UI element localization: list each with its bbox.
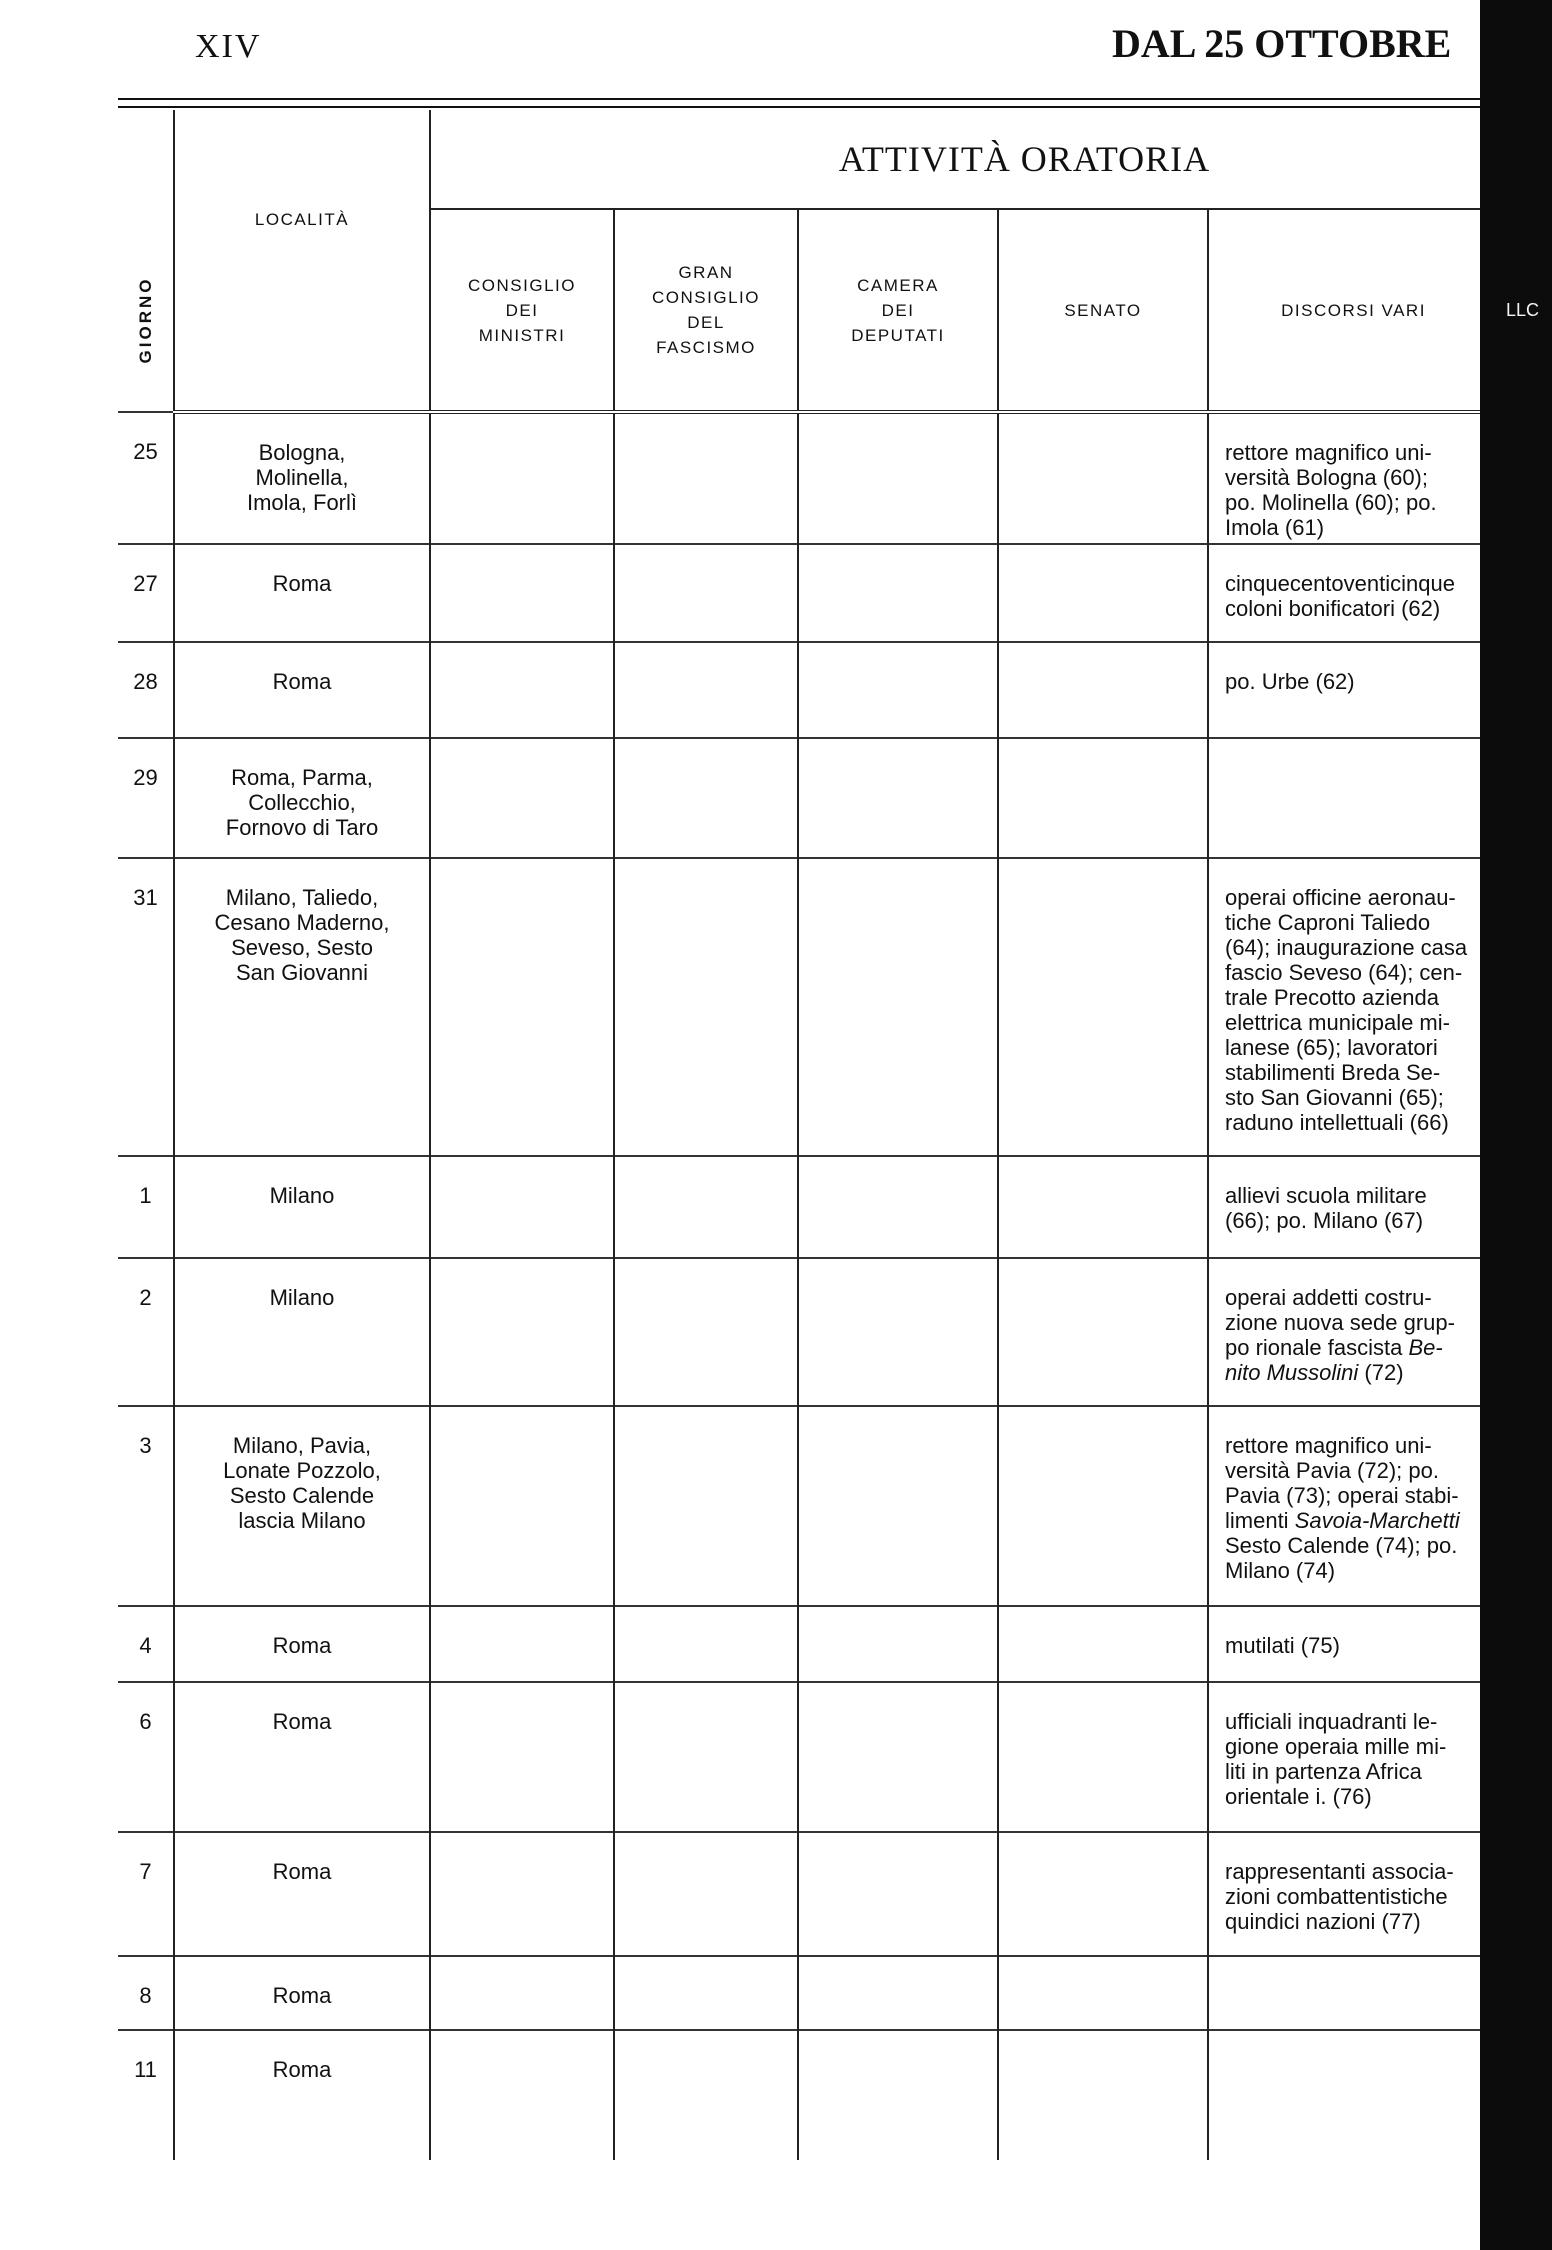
table-row (118, 1156, 1498, 1258)
places-cell: Milano (174, 1156, 430, 1258)
places-cell: Roma (174, 1956, 430, 2030)
table-row (118, 1258, 1498, 1406)
discorsi-cell: po. Urbe (62) (1208, 642, 1498, 738)
day-cell: 4 (118, 1606, 174, 1682)
top-rule (118, 98, 1498, 100)
italic-name: Savoia-Marchetti (1294, 1508, 1460, 1533)
column-header-gran-consiglio: GRAN CONSIGLIO DEL FASCISMO (614, 209, 798, 412)
italic-name: Be- nito Mussolini (1225, 1335, 1443, 1385)
discorsi-cell (1208, 1956, 1498, 2030)
top-rule-inner (118, 106, 1498, 108)
places-cell: Roma (174, 1832, 430, 1956)
table-row (118, 544, 1498, 642)
scan-edge-shadow (1480, 0, 1552, 2250)
places-cell: Roma (174, 1606, 430, 1682)
discorsi-cell: cinquecentoventicinque coloni bonificatori (62) (1208, 544, 1498, 642)
places-cell: Roma (174, 2030, 430, 2160)
table-row (118, 738, 1498, 858)
table-row (118, 642, 1498, 738)
day-cell: 25 (118, 412, 174, 544)
day-cell: 8 (118, 1956, 174, 2030)
day-cell: 2 (118, 1258, 174, 1406)
day-cell: 6 (118, 1682, 174, 1832)
day-cell: 28 (118, 642, 174, 738)
day-cell: 3 (118, 1406, 174, 1606)
table-row (118, 1682, 1498, 1832)
places-cell: Roma (174, 642, 430, 738)
places-cell: Roma (174, 1682, 430, 1832)
table-row (118, 858, 1498, 1156)
page-number: XIV (195, 28, 262, 65)
table-row (118, 1956, 1498, 2030)
day-cell: 1 (118, 1156, 174, 1258)
table-row (118, 412, 1498, 544)
table-row (118, 1832, 1498, 1956)
table-row (118, 1606, 1498, 1682)
discorsi-cell: rettore magnifico uni- versità Bologna (60); po. Molinella (60); po. Imola (61) (1208, 412, 1498, 544)
column-header-localita: LOCALITÀ (174, 110, 430, 412)
places-cell: Roma (174, 544, 430, 642)
day-cell: 29 (118, 738, 174, 858)
column-header-discorsi: DISCORSI VARI (1208, 209, 1498, 412)
table-row (118, 2030, 1498, 2160)
discorsi-cell (1208, 2030, 1498, 2160)
discorsi-cell: rettore magnifico uni- versità Pavia (72); po. Pavia (73); operai stabi- limenti Savoia-Marchetti Sesto Calende (74); po. Milano (74) (1208, 1406, 1498, 1606)
discorsi-cell: mutilati (75) (1208, 1606, 1498, 1682)
column-header-consiglio: CONSIGLIO DEI MINISTRI (430, 209, 614, 412)
discorsi-cell: rappresentanti associa- zioni combattentistiche quindici nazioni (77) (1208, 1832, 1498, 1956)
day-cell: 7 (118, 1832, 174, 1956)
edge-fragment: LLC (1506, 300, 1540, 320)
column-header-senato: SENATO (998, 209, 1208, 412)
day-cell: 31 (118, 858, 174, 1156)
discorsi-cell: ufficiali inquadranti le- gione operaia mille mi- liti in partenza Africa orientale i. (76) (1208, 1682, 1498, 1832)
places-cell: Milano, Taliedo, Cesano Maderno, Seveso, Sesto San Giovanni (174, 858, 430, 1156)
day-cell: 11 (118, 2030, 174, 2160)
running-head: DAL 25 OTTOBRE (1112, 21, 1452, 66)
discorsi-cell: allievi scuola militare (66); po. Milano (67) (1208, 1156, 1498, 1258)
places-cell: Milano (174, 1258, 430, 1406)
places-cell: Bologna, Molinella, Imola, Forlì (174, 412, 430, 544)
group-title: ATTIVITÀ ORATORIA (430, 110, 1498, 209)
activity-table (118, 110, 1498, 2160)
discorsi-cell: operai officine aeronau- tiche Caproni Taliedo (64); inaugurazione casa fascio Seveso (64); cen- trale Precotto azienda elettrica municipale mi- lanese (65); lavoratori stabilimenti Breda Se- sto San Giovanni (65); raduno intellettuali (66) (1208, 858, 1498, 1156)
table-row (118, 1406, 1498, 1606)
day-cell: 27 (118, 544, 174, 642)
column-header-giorno (118, 110, 174, 412)
places-cell: Roma, Parma, Collecchio, Fornovo di Taro (174, 738, 430, 858)
giorno-label: GIORNO (135, 276, 155, 364)
discorsi-cell (1208, 738, 1498, 858)
places-cell: Milano, Pavia, Lonate Pozzolo, Sesto Calende lascia Milano (174, 1406, 430, 1606)
discorsi-cell: operai addetti costru- zione nuova sede grup- po rionale fascista Be- nito Mussolini (72) (1208, 1258, 1498, 1406)
column-header-camera: CAMERA DEI DEPUTATI (798, 209, 998, 412)
